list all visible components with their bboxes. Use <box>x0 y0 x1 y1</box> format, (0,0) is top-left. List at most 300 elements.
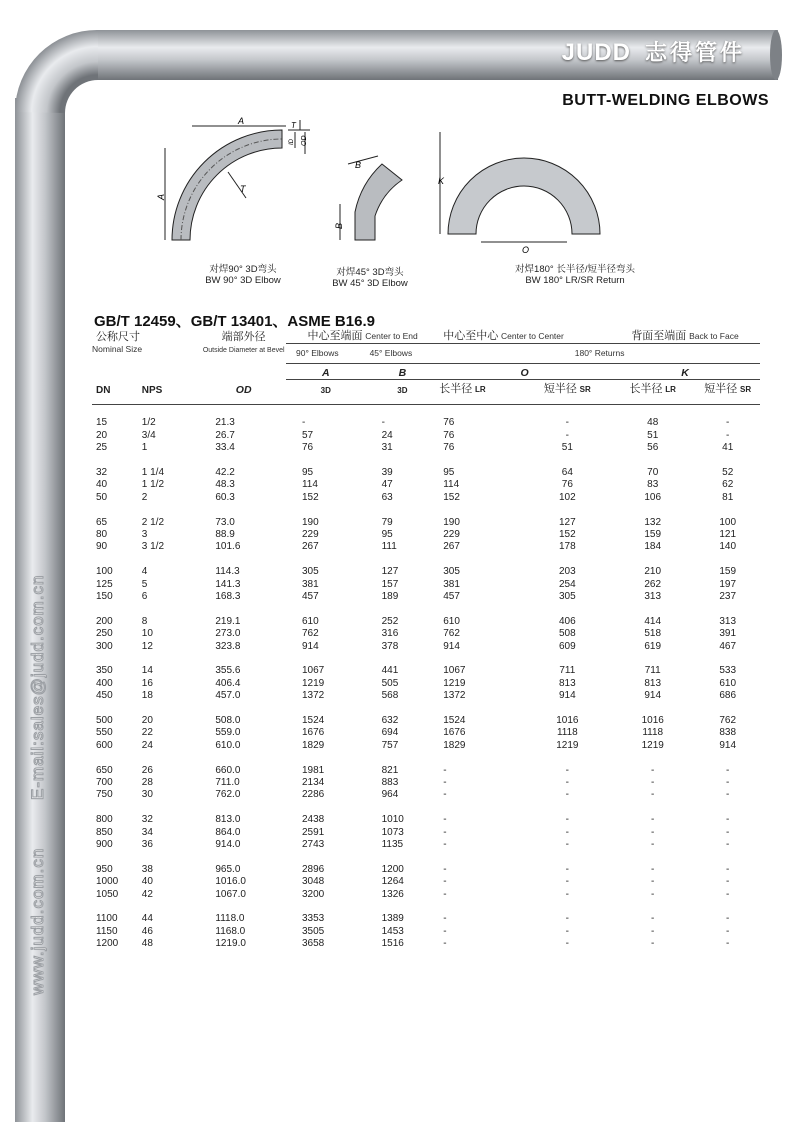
group-spacer <box>92 802 760 814</box>
table-cell: 83 <box>647 479 659 491</box>
table-cell: 100 <box>96 566 113 578</box>
label-o: O <box>522 245 530 255</box>
table-cell: 8 <box>141 615 148 627</box>
table-cell: 168.3 <box>215 591 241 603</box>
table-cell: 1219 <box>556 739 579 751</box>
table-cell: 2 1/2 <box>141 516 165 528</box>
table-row <box>92 442 760 454</box>
table-cell: 305 <box>559 591 576 603</box>
table-cell: 1372 <box>443 690 466 702</box>
table-cell: 12 <box>141 640 153 652</box>
table-cell: 10 <box>141 628 153 640</box>
table-cell: 6 <box>141 591 148 603</box>
table-cell: 3505 <box>301 925 325 937</box>
return-180-drawing <box>440 132 600 242</box>
table-row <box>92 541 760 553</box>
table-cell: 550 <box>96 727 113 739</box>
table-row <box>92 417 760 429</box>
table-row <box>92 876 760 888</box>
table-cell: 50 <box>96 491 108 503</box>
table-cell: 178 <box>559 541 576 553</box>
table-cell: 600 <box>96 739 113 751</box>
table-cell: - <box>565 888 570 900</box>
table-cell: 1200 <box>96 938 119 950</box>
table-row <box>92 827 760 839</box>
table-cell: 90 <box>96 541 108 553</box>
label-id: ID <box>289 139 295 145</box>
table-cell: 1016 <box>556 715 579 727</box>
header-row-1: 公称尺寸 端部外径 中心至端面 Center to End 中心至中心 Center to Center 背面至端面 Back to Face <box>92 327 760 344</box>
table-cell: 694 <box>381 727 399 739</box>
group-spacer <box>92 603 760 615</box>
label-b-side: B <box>334 222 344 229</box>
table-cell: 1524 <box>301 715 325 727</box>
table-cell: 1118 <box>556 727 578 739</box>
table-row <box>92 690 760 702</box>
table-cell: 73.0 <box>215 516 235 528</box>
table-row <box>92 839 760 851</box>
table-cell: 42.2 <box>215 467 235 478</box>
table-cell: 300 <box>96 640 113 652</box>
group-spacer <box>92 653 760 665</box>
table-row <box>92 938 760 950</box>
table-cell: - <box>726 925 730 937</box>
table-row <box>92 740 760 752</box>
table-cell: 1389 <box>381 913 404 925</box>
table-cell: 1264 <box>381 876 404 888</box>
group-spacer <box>92 405 760 418</box>
table-cell: 632 <box>381 715 399 727</box>
table-cell: 24 <box>381 429 393 441</box>
table-cell: 76 <box>301 442 314 454</box>
label-k: K <box>438 176 445 186</box>
table-cell: 762.0 <box>215 789 241 801</box>
table-cell: 229 <box>301 529 319 541</box>
table-cell: - <box>651 826 655 838</box>
table-row <box>92 616 760 628</box>
table-cell: 152 <box>559 529 576 541</box>
table-cell: - <box>726 913 730 925</box>
table-cell: 42 <box>141 888 153 900</box>
table-cell: 40 <box>96 479 108 491</box>
table-cell: 3 <box>141 529 148 541</box>
table-cell: 1067 <box>443 665 466 677</box>
table-cell: - <box>565 789 570 801</box>
table-cell: 1516 <box>381 938 404 950</box>
table-cell: 34 <box>141 826 153 838</box>
table-cell: 305 <box>443 566 460 578</box>
table-cell: 883 <box>381 777 399 789</box>
table-cell: 184 <box>644 541 662 553</box>
table-cell: 1453 <box>381 925 404 937</box>
table-cell: 1135 <box>381 839 404 851</box>
elbow-diagrams <box>150 112 770 292</box>
table-cell: 62 <box>722 479 734 491</box>
label-a-side: A <box>156 193 166 200</box>
table-cell: 3658 <box>301 938 325 950</box>
table-cell: 57 <box>301 429 314 441</box>
table-cell: 609 <box>559 640 576 652</box>
table-cell: 140 <box>719 541 737 553</box>
table-cell: 237 <box>719 591 737 603</box>
table-cell: - <box>443 814 447 826</box>
table-cell: 850 <box>96 826 113 838</box>
table-cell: 95 <box>381 529 393 541</box>
table-cell: 28 <box>141 777 153 789</box>
table-cell: - <box>726 777 730 789</box>
table-cell: - <box>726 814 730 826</box>
table-cell: 64 <box>561 467 573 478</box>
table-row <box>92 864 760 876</box>
table-cell: 1676 <box>301 727 325 739</box>
table-cell: 46 <box>141 925 153 937</box>
table-cell: 121 <box>719 529 737 541</box>
table-cell: 650 <box>96 764 113 776</box>
table-cell: - <box>726 826 730 838</box>
table-cell: 813.0 <box>215 814 241 826</box>
table-row <box>92 529 760 541</box>
table-cell: 1150 <box>96 925 118 937</box>
table-cell: 559.0 <box>215 727 241 739</box>
caption-180: 对焊180° 长半径/短半径弯头 BW 180° LR/SR Return <box>515 264 635 286</box>
table-cell: 21.3 <box>215 417 235 429</box>
table-cell: - <box>565 839 570 851</box>
table-row <box>92 628 760 640</box>
table-cell: 106 <box>644 491 662 503</box>
label-t-side: T <box>240 184 246 194</box>
group-spacer <box>92 752 760 764</box>
table-cell: - <box>565 913 570 925</box>
table-cell: - <box>443 789 447 801</box>
table-cell: 141.3 <box>215 578 241 590</box>
table-cell: 457 <box>443 591 460 603</box>
table-cell: 914.0 <box>215 839 241 851</box>
table-cell: 450 <box>96 690 113 702</box>
table-cell: 200 <box>96 615 113 627</box>
table-cell: 60.3 <box>215 491 235 503</box>
table-cell: 305 <box>301 566 319 578</box>
caption-90: 对焊90° 3D弯头 BW 90° 3D Elbow <box>205 264 281 286</box>
table-cell: 1676 <box>443 727 466 739</box>
table-cell: 1200 <box>381 863 404 875</box>
table-cell: 114 <box>443 479 460 491</box>
group-spacer <box>92 901 760 913</box>
table-cell: 152 <box>443 491 460 503</box>
table-row <box>92 517 760 529</box>
brand-header <box>562 36 745 67</box>
table-cell: - <box>565 876 570 888</box>
group-spacer <box>92 455 760 467</box>
table-cell: 81 <box>722 491 734 503</box>
table-cell: 864.0 <box>215 826 241 838</box>
table-cell: - <box>651 764 655 776</box>
table-row <box>92 591 760 603</box>
table-cell: 2 <box>141 491 148 503</box>
label-b-top: B <box>355 160 362 170</box>
table-cell: 273.0 <box>215 628 241 640</box>
table-cell: 229 <box>443 529 460 541</box>
table-cell: 1372 <box>301 690 325 702</box>
table-row <box>92 430 760 442</box>
table-cell: 2591 <box>301 826 325 838</box>
table-cell: 56 <box>647 442 659 454</box>
table-row <box>92 467 760 479</box>
table-cell: 14 <box>141 665 153 677</box>
table-cell: 619 <box>644 640 662 652</box>
table-cell: - <box>443 839 447 851</box>
table-cell: 76 <box>443 429 455 441</box>
table-cell: 505 <box>381 677 399 689</box>
table-cell: - <box>726 938 730 950</box>
table-cell: 414 <box>644 615 662 627</box>
table-cell: 51 <box>561 442 573 454</box>
table-cell: 2438 <box>301 814 325 826</box>
group-spacer <box>92 703 760 715</box>
table-cell: 36 <box>141 839 153 851</box>
table-cell: 102 <box>559 491 576 503</box>
table-cell: 189 <box>381 591 399 603</box>
table-cell: - <box>565 777 570 789</box>
label-od: OD <box>301 135 308 146</box>
table-cell: 533 <box>719 665 737 677</box>
table-row <box>92 715 760 727</box>
table-cell: 47 <box>381 479 393 491</box>
table-row <box>92 765 760 777</box>
table-cell: - <box>565 826 570 838</box>
table-cell: 757 <box>381 739 399 751</box>
table-cell: 125 <box>96 578 113 590</box>
table-cell: 76 <box>443 442 455 454</box>
table-cell: 267 <box>301 541 319 553</box>
side-email: E-mail:sales@judd.com.cn <box>28 574 47 800</box>
table-cell: 150 <box>96 591 113 603</box>
diagram-drawings <box>150 112 770 262</box>
table-cell: 32 <box>141 814 153 826</box>
table-cell: 914 <box>301 640 319 652</box>
table-row <box>92 641 760 653</box>
table-cell: - <box>443 938 447 950</box>
table-cell: 48.3 <box>215 479 235 491</box>
table-cell: 2286 <box>301 789 325 801</box>
table-cell: 1219.0 <box>215 938 246 950</box>
table-row <box>92 492 760 504</box>
table-cell: 355.6 <box>215 665 241 677</box>
table-cell: 711 <box>559 665 576 677</box>
table-cell: 114 <box>301 479 318 491</box>
group-spacer <box>92 851 760 863</box>
table-cell: - <box>651 839 655 851</box>
table-cell: - <box>726 888 730 900</box>
table-cell: 65 <box>96 516 108 528</box>
table-cell: - <box>443 925 447 937</box>
table-cell: 4 <box>141 566 148 578</box>
table-cell: - <box>726 417 730 429</box>
table-cell: - <box>726 876 730 888</box>
table-cell: 1219 <box>641 739 664 751</box>
elbow-90-drawing <box>165 120 310 240</box>
table-cell: 838 <box>719 727 737 739</box>
brand-logo: JUDD <box>561 39 631 66</box>
table-cell: 350 <box>96 665 113 677</box>
table-cell: - <box>443 876 447 888</box>
table-cell: 660.0 <box>215 764 241 776</box>
table-cell: 16 <box>141 677 153 689</box>
table-body <box>92 405 760 951</box>
table-cell: 1100 <box>96 913 118 925</box>
table-cell: 1326 <box>381 888 404 900</box>
table-cell: 76 <box>443 417 455 429</box>
label-a-top: A <box>238 116 245 126</box>
table-cell: 95 <box>443 467 455 478</box>
group-spacer <box>92 554 760 566</box>
table-cell: 457 <box>301 591 319 603</box>
table-cell: 127 <box>381 566 399 578</box>
table-cell: 1067 <box>301 665 325 677</box>
table-cell: - <box>726 863 730 875</box>
table-cell: 25 <box>96 442 108 454</box>
table-cell: - <box>651 888 655 900</box>
table-cell: 406 <box>559 615 576 627</box>
table-cell: 1010 <box>381 814 404 826</box>
table-cell: 1016 <box>641 715 664 727</box>
table-cell: 813 <box>559 677 576 689</box>
table-cell: 95 <box>301 467 314 478</box>
table-cell: 610 <box>301 615 319 627</box>
table-cell: - <box>443 777 447 789</box>
table-cell: 63 <box>381 491 393 503</box>
table-cell: - <box>651 925 655 937</box>
caption-45: 对焊45° 3D弯头 BW 45° 3D Elbow <box>332 267 408 289</box>
table-cell: 267 <box>443 541 460 553</box>
table-cell: 1/2 <box>141 417 156 429</box>
table-cell: 18 <box>141 690 153 702</box>
table-cell: - <box>443 826 447 838</box>
table-cell: 48 <box>647 417 659 429</box>
table-cell: 159 <box>644 529 662 541</box>
table-cell: 400 <box>96 677 113 689</box>
table-cell: 950 <box>96 863 113 875</box>
table-cell: 711.0 <box>215 777 240 789</box>
table-cell: - <box>651 777 655 789</box>
table-cell: 44 <box>141 913 153 925</box>
table-cell: 457.0 <box>215 690 241 702</box>
table-cell: - <box>381 417 385 429</box>
table-cell: 1219 <box>443 677 466 689</box>
table-cell: 610.0 <box>215 739 241 751</box>
table-cell: 152 <box>301 491 319 503</box>
table-cell: 250 <box>96 628 113 640</box>
table-cell: 51 <box>647 429 659 441</box>
table-cell: 3048 <box>301 876 325 888</box>
table-cell: 518 <box>644 628 662 640</box>
group-spacer <box>92 504 760 516</box>
table-cell: 3200 <box>301 888 325 900</box>
table-cell: 254 <box>559 578 576 590</box>
table-cell: 1016.0 <box>215 876 246 888</box>
table-cell: 159 <box>719 566 737 578</box>
table-cell: 568 <box>381 690 399 702</box>
table-cell: - <box>651 913 655 925</box>
brand-name: 志得管件 <box>644 40 745 65</box>
table-cell: 197 <box>719 578 737 590</box>
table-cell: - <box>651 814 655 826</box>
table-cell: - <box>651 938 655 950</box>
table-cell: 2896 <box>301 863 325 875</box>
table-cell: 914 <box>719 739 737 751</box>
table-cell: 508.0 <box>215 715 241 727</box>
table-cell: 441 <box>381 665 399 677</box>
table-cell: 30 <box>141 789 153 801</box>
table-cell: 101.6 <box>215 541 241 553</box>
table-row <box>92 926 760 938</box>
table-cell: 316 <box>381 628 399 640</box>
table-cell: 70 <box>647 467 659 478</box>
table-cell: 467 <box>719 640 737 652</box>
table-cell: 3 1/2 <box>141 541 165 553</box>
table-cell: 157 <box>381 578 399 590</box>
table-cell: - <box>443 764 447 776</box>
table-cell: 79 <box>381 516 393 528</box>
table-cell: 700 <box>96 777 113 789</box>
standards-heading: GB/T 12459、GB/T 13401、ASME B16.9 <box>94 313 375 330</box>
table-cell: 24 <box>141 739 153 751</box>
table-cell: - <box>651 789 655 801</box>
table-cell: 500 <box>96 715 113 727</box>
table-cell: 1000 <box>96 876 119 888</box>
table-row <box>92 789 760 801</box>
table-row <box>92 579 760 591</box>
table-cell: 508 <box>559 628 576 640</box>
table-cell: 127 <box>559 516 576 528</box>
table-cell: 821 <box>381 764 399 776</box>
table-cell: - <box>443 888 447 900</box>
table-cell: 48 <box>141 938 153 950</box>
table-cell: 800 <box>96 814 113 826</box>
table-cell: 1073 <box>381 826 404 838</box>
table-cell: - <box>565 925 570 937</box>
table-cell: 914 <box>443 640 460 652</box>
table-cell: - <box>565 429 570 441</box>
label-t-top: T <box>291 121 296 130</box>
table-cell: - <box>565 938 570 950</box>
table-cell: 762 <box>301 628 319 640</box>
table-cell: 22 <box>141 727 153 739</box>
table-cell: 190 <box>301 516 319 528</box>
table-cell: 40 <box>141 876 153 888</box>
table-cell: 76 <box>561 479 573 491</box>
table-cell: 1067.0 <box>215 888 246 900</box>
table-cell: 52 <box>722 467 734 478</box>
table-cell: 711 <box>644 665 661 677</box>
table-cell: 252 <box>381 615 399 627</box>
elbow-dimension-table <box>92 327 760 951</box>
header-row-3: A B O K <box>92 364 760 380</box>
table-cell: 26.7 <box>215 429 235 441</box>
table-cell: 1118 <box>642 727 664 739</box>
table-cell: 111 <box>381 541 397 553</box>
table-cell: 88.9 <box>215 529 235 541</box>
table-cell: 381 <box>443 578 460 590</box>
table-cell: 3/4 <box>141 429 156 441</box>
table-row <box>92 665 760 677</box>
table-cell: - <box>651 863 655 875</box>
table-cell: 15 <box>96 417 108 429</box>
table-row <box>92 889 760 901</box>
table-cell: 964 <box>381 789 399 801</box>
header-row-2: Nominal Size Outside Diameter at Bevel 90° Elbows 45° Elbows 180° Returns <box>92 344 760 364</box>
table-cell: 1168.0 <box>215 925 246 937</box>
table-cell: 686 <box>719 690 737 702</box>
